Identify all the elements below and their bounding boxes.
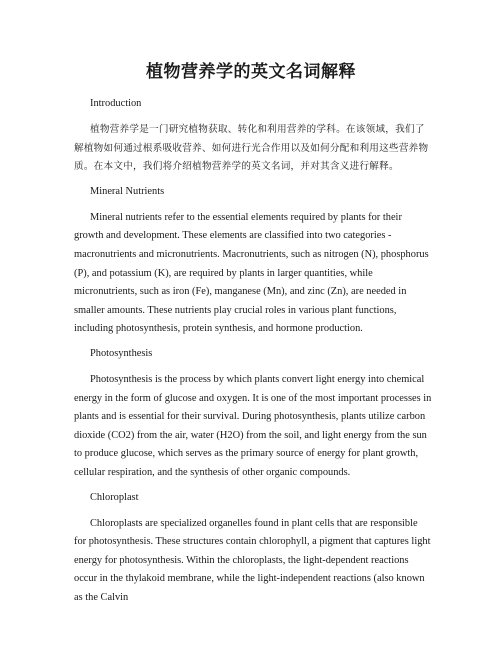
section-heading: Photosynthesis (90, 347, 153, 359)
section-mineral-nutrients (74, 185, 432, 339)
section-paragraph: 植物营养学是一门研究植物获取、转化和利用营养的学科。在该领域，我们了解植物如何通过根系吸收营养、如何进行光合作用以及如何分配和利用这些营养物质。在本文中，我们将介绍植物营养学的英文名词，并对其含义进行解释。 (74, 124, 429, 173)
section-paragraph: Photosynthesis is the process by which plants convert light energy into chemical energy in the form of glucose and oxygen. It is one of the most important processes in plants and is essential for their survival. During photosynthesis, plants utilize carbon dioxide (CO2) from the air, water (H2O) from the soil, and light energy from the sun to produce glucose, which serves as the primary source of energy for plant growth, cellular respiration, and the synthesis of other organic compounds. (74, 373, 432, 478)
section-heading: Mineral Nutrients (90, 185, 165, 197)
section-paragraph: Chloroplasts are specialized organelles found in plant cells that are responsible for photosynthesis. These structures contain chlorophyll, a pigment that captures light energy for photosynthesis. Within the chloroplasts, the light-dependent reactions occur in the thylakoid membrane, while the light-independent reactions (also known as the Calvin (74, 517, 431, 603)
section-paragraph: Mineral nutrients refer to the essential elements required by plants for their growth and development. These elements are classified into two categories - macronutrients and micronutrients. Macronutrients, such as nitrogen (N), phosphorus (P), and potassium (K), are required by plants in larger quantities, while micronutrients, such as iron (Fe), manganese (Mn), and zinc (Zn), are needed in smaller amounts. These nutrients play crucial roles in various plant functions, including photosynthesis, protein synthesis, and hormone production. (74, 211, 429, 335)
section-chloroplast (74, 491, 432, 608)
section-heading: Introduction (90, 98, 142, 109)
document-body (74, 97, 432, 615)
section-photosynthesis (74, 347, 432, 483)
section-introduction (74, 97, 432, 177)
section-heading: Chloroplast (90, 491, 139, 503)
document-title: 植物营养学的英文名词解释 (146, 62, 356, 82)
